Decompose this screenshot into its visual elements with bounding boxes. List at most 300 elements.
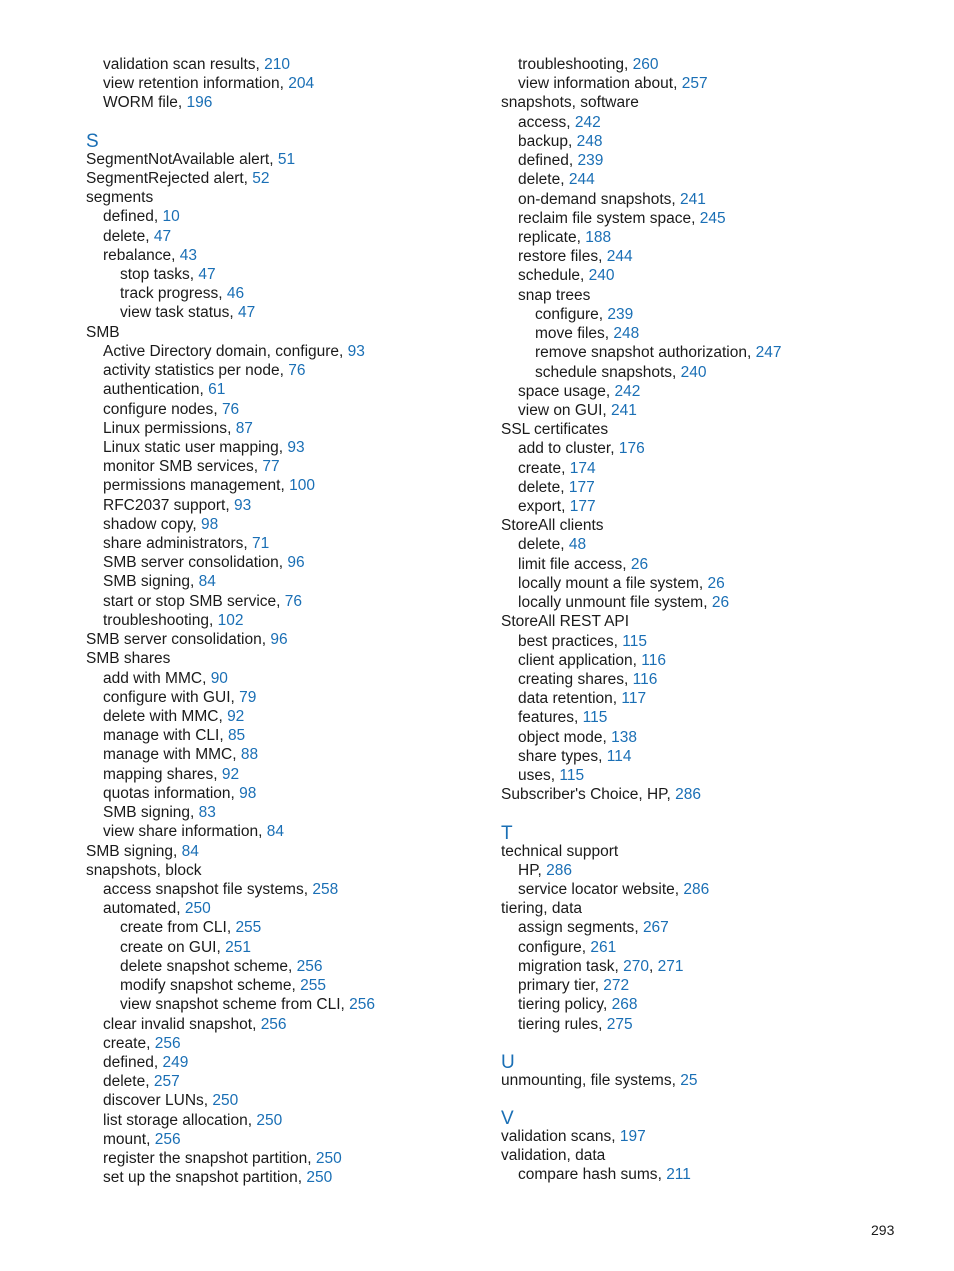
index-entry: compare hash sums, 211 [518, 1166, 691, 1184]
index-entry: delete, 177 [518, 478, 595, 496]
index-entry: uses, 115 [518, 767, 585, 785]
page-link[interactable]: 244 [568, 171, 595, 189]
index-term: uses [518, 767, 551, 785]
index-entry: defined, 239 [518, 152, 604, 170]
index-term: backup [518, 132, 568, 150]
index-entry: delete, 257 [103, 1073, 180, 1091]
page-link[interactable]: 204 [288, 75, 315, 93]
index-term: configure [535, 305, 599, 323]
page-link[interactable]: 256 [349, 996, 376, 1014]
index-entry: SegmentRejected alert, 52 [86, 169, 270, 187]
index-entry: create, 256 [103, 1034, 181, 1052]
page-link[interactable]: 177 [569, 498, 596, 516]
page-link[interactable]: 275 [606, 1015, 633, 1033]
page-link[interactable]: 84 [181, 842, 199, 860]
index-entry: SMB server consolidation, 96 [103, 554, 305, 572]
index-entry: Subscriber's Choice, HP, 286 [501, 786, 701, 804]
index-term: SMB signing [103, 573, 191, 591]
index-entry: HP, 286 [518, 861, 573, 879]
index-term: discover LUNs [103, 1092, 204, 1110]
index-entry: defined, 10 [103, 208, 180, 226]
index-entry: add to cluster, 176 [518, 440, 645, 458]
index-term: unmounting, file systems [501, 1071, 672, 1089]
page-link[interactable]: 117 [621, 690, 647, 708]
index-entry [501, 612, 921, 631]
page-link[interactable]: 272 [603, 977, 630, 995]
index-entry: Linux permissions, 87 [103, 419, 253, 437]
page-link[interactable]: 92 [227, 708, 245, 725]
page-link[interactable]: 10 [162, 208, 180, 226]
page-link[interactable]: 98 [239, 784, 257, 802]
index-term: HP [518, 861, 538, 879]
index-entry: start or stop SMB service, 76 [103, 592, 303, 610]
index-term: register the snapshot partition [103, 1150, 308, 1168]
index-entry: RFC2037 support, 93 [103, 496, 252, 514]
index-entry: troubleshooting, 260 [518, 56, 659, 73]
index-term: view snapshot scheme from CLI [120, 996, 341, 1014]
page-link[interactable]: 102 [217, 611, 244, 629]
index-entry: shadow copy, 98 [103, 515, 219, 533]
index-term: rebalance [103, 246, 172, 264]
index-term: create from CLI [120, 919, 227, 937]
index-entry: configure, 239 [535, 305, 634, 323]
index-entry: monitor SMB services, 77 [103, 458, 280, 476]
index-term: delete [103, 1073, 146, 1091]
index-term: schedule snapshots [535, 363, 673, 381]
index-entry [501, 93, 921, 112]
index-entry: remove snapshot authorization, 247 [535, 344, 782, 362]
page-link[interactable]: 177 [568, 478, 595, 496]
index-term: features [518, 709, 575, 727]
page-link[interactable]: 250 [315, 1150, 342, 1168]
index-term: locally mount a file system [518, 574, 699, 592]
page-link[interactable]: 240 [588, 267, 615, 285]
page-link[interactable]: 79 [239, 688, 257, 706]
index-entry: locally mount a file system, 26 [518, 574, 725, 592]
page-link[interactable]: 87 [235, 419, 253, 437]
page-link[interactable]: 96 [270, 631, 288, 649]
index-entry: mapping shares, 92 [103, 765, 240, 783]
index-term: access snapshot file systems [103, 880, 304, 898]
index-term: troubleshooting [518, 56, 624, 73]
page-link[interactable]: 47 [238, 304, 256, 322]
index-term: snapshots, software [501, 94, 639, 112]
index-term: delete with MMC [103, 708, 219, 725]
index-entry: troubleshooting, 102 [103, 611, 244, 629]
index-entry: list storage allocation, 250 [103, 1111, 283, 1129]
index-term: reclaim file system space [518, 209, 692, 227]
index-section-letter: S [86, 130, 99, 152]
index-entry: add with MMC, 90 [103, 669, 228, 687]
index-entry: validation scans, 197 [501, 1127, 646, 1145]
page-link[interactable]: 261 [590, 938, 617, 956]
index-term: assign segments [518, 919, 635, 937]
index-entry: manage with CLI, 85 [103, 727, 246, 745]
page-link[interactable]: 96 [287, 554, 305, 572]
page-link[interactable]: 268 [611, 996, 638, 1014]
index-entry: rebalance, 43 [103, 246, 197, 264]
page-link[interactable]: 271 [657, 957, 684, 975]
index-entry: validation scan results, 210 [103, 56, 290, 73]
index-term: view task status [120, 304, 230, 322]
page-link[interactable]: 51 [277, 150, 296, 168]
page-link[interactable]: 48 [568, 536, 587, 554]
index-term: manage with CLI [103, 727, 220, 745]
page-link[interactable]: 258 [312, 880, 339, 898]
page-link[interactable]: 76 [284, 592, 303, 610]
index-entry: discover LUNs, 250 [103, 1092, 239, 1110]
index-entry: limit file access, 26 [518, 555, 649, 573]
index-term: Linux permissions [103, 419, 228, 437]
index-entry: move files, 248 [535, 325, 640, 343]
index-term: mount [103, 1130, 147, 1148]
index-term: set up the snapshot partition [103, 1169, 298, 1187]
page-link[interactable]: 93 [347, 342, 365, 360]
index-entry [86, 649, 486, 668]
index-term: on-demand snapshots [518, 190, 672, 208]
page-link[interactable]: 249 [162, 1053, 189, 1071]
index-entry: schedule snapshots, 240 [535, 363, 707, 381]
page-link[interactable]: 138 [611, 728, 637, 746]
index-entry: defined, 249 [103, 1053, 189, 1071]
page-link[interactable]: 46 [226, 285, 245, 303]
page-link[interactable]: 240 [680, 363, 707, 381]
index-term: schedule [518, 267, 581, 285]
index-entry: locally unmount file system, 26 [518, 594, 730, 612]
page-link[interactable]: 26 [707, 574, 725, 592]
index-entry: tiering rules, 275 [518, 1015, 633, 1033]
page-link[interactable]: 211 [666, 1166, 691, 1184]
index-entry: service locator website, 286 [518, 880, 710, 898]
index-term: defined [103, 1053, 154, 1071]
index-term: create on GUI [120, 938, 217, 956]
index-entry: view on GUI, 241 [518, 401, 637, 419]
page-link[interactable]: 286 [546, 861, 573, 879]
index-entry [501, 842, 921, 861]
index-term: list storage allocation [103, 1111, 248, 1129]
index-term: creating shares [518, 671, 624, 688]
index-term: create [103, 1034, 147, 1052]
page-link[interactable]: 116 [632, 671, 658, 688]
index-term: view information about [518, 75, 674, 93]
index-entry: delete, 47 [103, 227, 172, 245]
page-link[interactable]: 61 [208, 381, 226, 399]
index-term: remove snapshot authorization [535, 344, 747, 362]
index-entry: share types, 114 [518, 747, 632, 765]
page-link[interactable]: 98 [200, 515, 219, 533]
index-entry: creating shares, 116 [518, 671, 658, 688]
index-term: authentication [103, 381, 200, 399]
index-entry: view retention information, 204 [103, 75, 315, 93]
index-entry: space usage, 242 [518, 382, 641, 400]
page-link[interactable]: 26 [630, 555, 649, 573]
page-link[interactable]: 90 [210, 669, 228, 687]
index-term: snapshots, block [86, 861, 202, 879]
page-link[interactable]: 77 [262, 458, 280, 476]
index-entry: access snapshot file systems, 258 [103, 880, 339, 898]
index-term: manage with MMC [103, 746, 233, 764]
index-entry: track progress, 46 [120, 285, 245, 303]
index-term: automated [103, 900, 177, 918]
index-term: defined [518, 152, 569, 170]
index-term: shadow copy [103, 515, 193, 533]
index-term: snap trees [518, 286, 591, 304]
page-link[interactable]: 26 [711, 594, 730, 612]
page-link[interactable]: 257 [681, 75, 708, 93]
index-term: validation scan results [103, 56, 256, 73]
page-link[interactable]: 248 [576, 132, 603, 150]
index-entry: primary tier, 272 [518, 977, 630, 995]
page-link[interactable]: 241 [680, 190, 706, 208]
index-term: configure with GUI [103, 688, 231, 706]
index-entry: quotas information, 98 [103, 784, 257, 802]
index-entry [501, 286, 921, 305]
page-link[interactable]: 196 [186, 94, 213, 112]
page-link[interactable]: 286 [683, 880, 710, 898]
page-link[interactable]: 241 [611, 401, 637, 419]
index-entry: replicate, 188 [518, 228, 612, 246]
index-term: delete snapshot scheme [120, 957, 289, 975]
page-link[interactable]: 250 [184, 900, 211, 918]
page-link[interactable]: 188 [585, 228, 612, 246]
index-term: replicate [518, 228, 577, 246]
page-link[interactable]: 93 [287, 438, 305, 456]
page-link[interactable]: 92 [221, 765, 240, 783]
page-link[interactable]: 247 [755, 344, 782, 362]
page-link[interactable]: 93 [233, 496, 252, 514]
index-entry: client application, 116 [518, 651, 666, 669]
page-link[interactable]: 114 [606, 747, 632, 765]
index-section-letter: T [501, 822, 513, 844]
index-term: view on GUI [518, 401, 603, 419]
index-term: mapping shares [103, 765, 214, 783]
index-entry: SMB signing, 84 [103, 573, 216, 591]
page-link[interactable]: 255 [300, 977, 326, 995]
page-link[interactable]: 242 [614, 382, 641, 400]
index-entry: access, 242 [518, 113, 601, 131]
index-entry: configure with GUI, 79 [103, 688, 257, 706]
index-term: share types [518, 747, 599, 765]
index-entry [86, 188, 486, 207]
index-entry [86, 323, 486, 342]
page-link[interactable]: 250 [256, 1111, 283, 1129]
index-entry: configure nodes, 76 [103, 400, 240, 418]
index-entry [86, 861, 486, 880]
index-term: validation scans [501, 1127, 612, 1145]
page-link[interactable]: 47 [153, 227, 172, 245]
index-term: configure nodes [103, 400, 214, 418]
page-link[interactable]: 84 [198, 573, 216, 591]
index-column-right [501, 55, 921, 1185]
index-term: Subscriber's Choice, HP [501, 786, 667, 804]
index-term: data retention [518, 690, 613, 708]
index-entry: stop tasks, 47 [120, 265, 216, 283]
page-link[interactable]: 286 [675, 786, 701, 804]
index-entry: Linux static user mapping, 93 [103, 438, 305, 456]
index-entry: features, 115 [518, 709, 608, 727]
page-link[interactable]: 176 [618, 440, 645, 458]
page-link[interactable]: 88 [240, 746, 259, 764]
index-entry: SegmentNotAvailable alert, 51 [86, 150, 296, 168]
index-term: compare hash sums [518, 1166, 658, 1184]
page-link[interactable]: 197 [619, 1127, 646, 1145]
index-term: tiering rules [518, 1015, 599, 1033]
index-entry: modify snapshot scheme, 255 [120, 977, 326, 995]
index-term: delete [518, 478, 561, 496]
index-entry: SMB server consolidation, 96 [86, 631, 288, 649]
index-term: access [518, 113, 567, 131]
page-link[interactable]: 260 [632, 56, 659, 73]
index-section-letter: V [501, 1107, 514, 1129]
index-entry: on-demand snapshots, 241 [518, 190, 706, 208]
page-link[interactable]: 256 [260, 1015, 287, 1033]
index-entry: restore files, 244 [518, 248, 633, 266]
index-column-left [86, 55, 486, 1187]
index-term: RFC2037 support [103, 496, 226, 514]
page-link[interactable]: 115 [582, 709, 608, 727]
page-link[interactable]: 270 [623, 957, 649, 975]
index-term: validation, data [501, 1147, 606, 1165]
index-entry: view snapshot scheme from CLI, 256 [120, 996, 376, 1014]
index-entry: delete, 244 [518, 171, 595, 189]
page-link[interactable]: 52 [252, 169, 270, 187]
page-link[interactable]: 251 [225, 938, 251, 956]
page-link[interactable]: 43 [179, 246, 197, 264]
index-entry: authentication, 61 [103, 381, 226, 399]
index-term: add with MMC [103, 669, 203, 687]
index-entry: migration task, 270, 271 [518, 957, 684, 975]
index-term: SMB shares [86, 650, 171, 668]
index-term: track progress [120, 285, 219, 303]
index-entry [501, 899, 921, 918]
index-term: tiering policy [518, 996, 604, 1014]
page-link[interactable]: 115 [559, 767, 585, 785]
index-entry: set up the snapshot partition, 250 [103, 1169, 333, 1187]
page-link[interactable]: 71 [252, 535, 270, 553]
index-term: object mode [518, 728, 603, 746]
index-term: delete [103, 227, 146, 245]
page-link[interactable]: 84 [266, 823, 284, 841]
page-link[interactable]: 245 [699, 209, 726, 227]
index-term: move files [535, 325, 605, 343]
index-entry: object mode, 138 [518, 728, 637, 746]
page-link[interactable]: 25 [680, 1071, 698, 1089]
page-link[interactable]: 256 [154, 1130, 181, 1148]
index-entry [501, 516, 921, 535]
page-link[interactable]: 239 [577, 152, 604, 170]
index-entry: schedule, 240 [518, 267, 615, 285]
index-entry: WORM file, 196 [103, 94, 213, 112]
index-entry: manage with MMC, 88 [103, 746, 259, 764]
index-term: StoreAll REST API [501, 613, 630, 631]
index-term: space usage [518, 382, 606, 400]
index-entry: configure, 261 [518, 938, 617, 956]
page-link[interactable]: 267 [642, 919, 669, 937]
page-link[interactable]: 76 [288, 362, 306, 380]
page-link[interactable]: 85 [227, 727, 246, 745]
index-term: SMB server consolidation [103, 554, 279, 572]
index-entry: view share information, 84 [103, 823, 284, 841]
page-link[interactable]: 47 [198, 265, 216, 283]
index-entry: best practices, 115 [518, 632, 647, 650]
index-term: technical support [501, 842, 619, 860]
index-term: locally unmount file system [518, 594, 704, 612]
index-entry: SMB signing, 83 [103, 804, 216, 822]
index-term: troubleshooting [103, 611, 209, 629]
page-link[interactable]: 250 [306, 1169, 333, 1187]
page-link[interactable]: 248 [613, 325, 640, 343]
index-term: delete [518, 536, 561, 554]
index-term: restore files [518, 248, 599, 266]
page-link[interactable]: 242 [574, 113, 601, 131]
page-link[interactable]: 100 [289, 477, 315, 495]
page-link[interactable]: 174 [569, 459, 596, 477]
index-entry: assign segments, 267 [518, 919, 669, 937]
index-term: service locator website [518, 880, 675, 898]
index-entry: register the snapshot partition, 250 [103, 1150, 342, 1168]
index-term: StoreAll clients [501, 517, 604, 535]
page-link[interactable]: 115 [622, 632, 647, 650]
index-entry: create, 174 [518, 459, 596, 477]
index-section-letter: U [501, 1051, 515, 1073]
index-term: migration task [518, 957, 615, 975]
page-number: 293 [871, 1222, 895, 1238]
index-entry: export, 177 [518, 498, 596, 516]
index-entry: automated, 250 [103, 900, 211, 918]
index-term: SMB signing [103, 804, 191, 822]
index-term: quotas information [103, 784, 231, 802]
index-term: activity statistics per node [103, 362, 280, 380]
index-entry: delete with MMC, 92 [103, 708, 245, 725]
page-link[interactable]: 255 [235, 919, 262, 937]
page-link[interactable]: 76 [221, 400, 240, 418]
page-link[interactable]: 116 [641, 651, 666, 669]
page-link[interactable]: 256 [296, 957, 323, 975]
index-term: stop tasks [120, 265, 190, 283]
index-entry: unmounting, file systems, 25 [501, 1071, 698, 1089]
index-entry: data retention, 117 [518, 690, 647, 708]
index-term: Active Directory domain, configure [103, 342, 340, 360]
index-term: export [518, 498, 562, 516]
index-term: limit file access [518, 555, 623, 573]
index-term: SSL certificates [501, 421, 609, 439]
index-term: start or stop SMB service [103, 592, 277, 610]
index-term: SegmentRejected alert [86, 169, 244, 187]
index-entry: SMB signing, 84 [86, 842, 199, 860]
page-link[interactable]: 250 [212, 1092, 239, 1110]
index-entry: view task status, 47 [120, 304, 256, 322]
page-link[interactable]: 239 [607, 305, 634, 323]
index-entry: activity statistics per node, 76 [103, 362, 306, 380]
page-link[interactable]: 256 [154, 1034, 181, 1052]
index-entry: mount, 256 [103, 1130, 181, 1148]
index-term: modify snapshot scheme [120, 977, 292, 995]
index-term: add to cluster [518, 440, 611, 458]
page-link[interactable]: 257 [153, 1073, 180, 1091]
index-term: best practices [518, 632, 614, 650]
index-term: SegmentNotAvailable alert [86, 150, 270, 168]
index-term: share administrators [103, 535, 244, 553]
index-entry: delete, 48 [518, 536, 587, 554]
index-entry: backup, 248 [518, 132, 603, 150]
index-term: WORM file [103, 94, 178, 112]
index-term: configure [518, 938, 582, 956]
page-link[interactable]: 210 [264, 56, 290, 73]
index-term: view share information [103, 823, 259, 841]
page-link[interactable]: 83 [198, 804, 216, 822]
page-link[interactable]: 244 [606, 248, 633, 266]
index-term: segments [86, 189, 154, 207]
